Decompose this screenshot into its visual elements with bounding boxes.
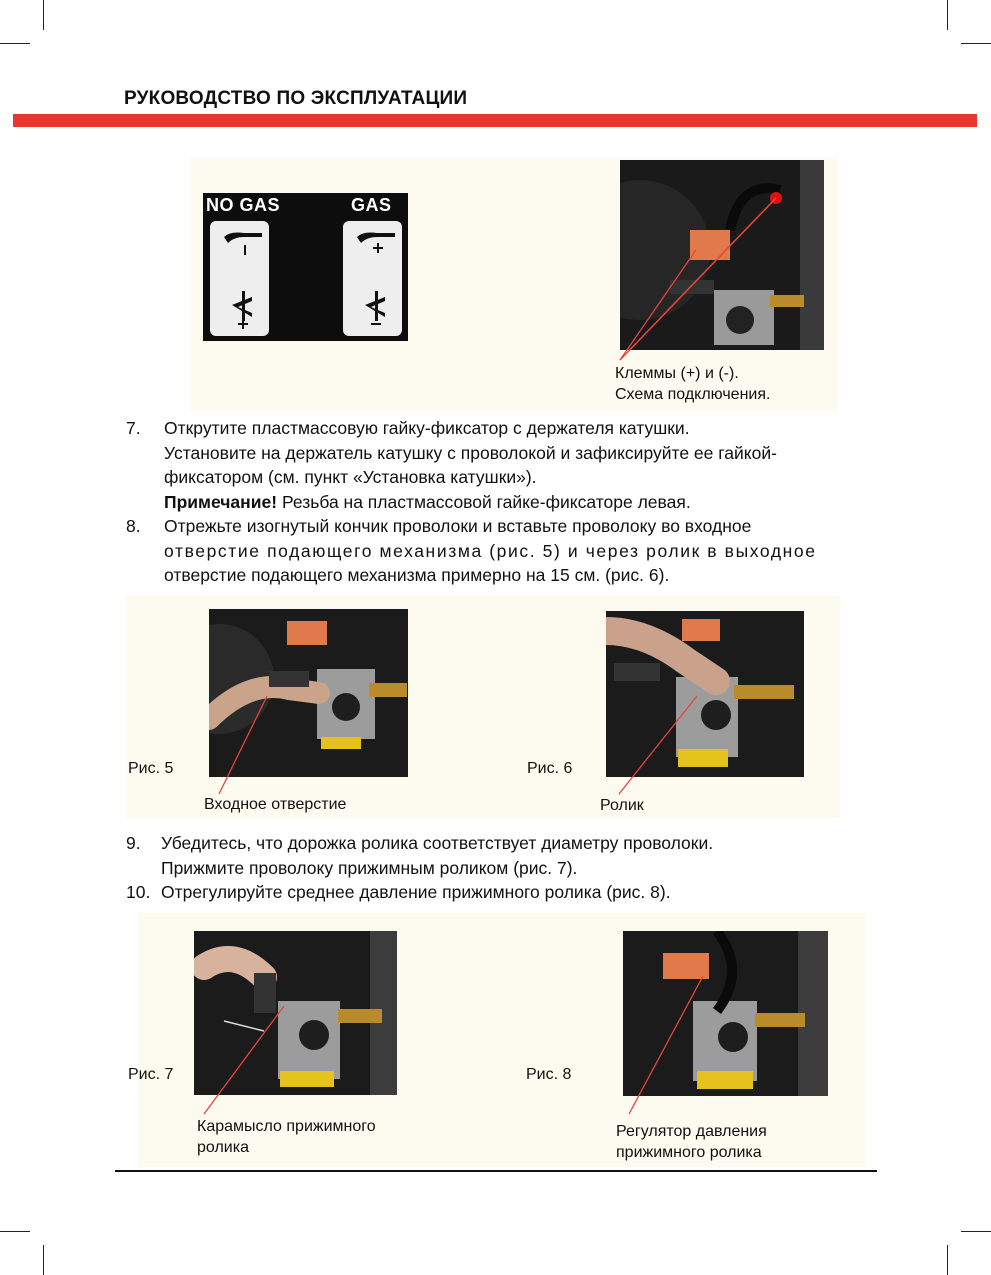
- step-text: отверстие подающего механизма (рис. 5) и через ролик в выходное: [164, 540, 817, 561]
- step-number: 7.: [126, 418, 141, 438]
- crop-mark: [961, 43, 991, 44]
- gas-connection-card: [343, 221, 402, 336]
- step-9: [126, 831, 886, 880]
- steps-9-10: [126, 831, 886, 905]
- fig5-caption: Входное отверстие: [204, 796, 347, 813]
- fig7-leader: [200, 1000, 290, 1120]
- step-10: [126, 880, 886, 905]
- step-text: Прижмите проволоку прижимным роликом (рис. 7).: [161, 857, 578, 878]
- crop-mark: [947, 0, 948, 30]
- crop-mark: [961, 1231, 991, 1232]
- step-text: Установите на держатель катушку с проволокой и зафиксируйте ее гайкой-: [164, 442, 777, 463]
- step-8: [126, 514, 886, 588]
- terminals-caption-line2: Схема подключения.: [615, 386, 771, 403]
- torch-icon: [224, 233, 262, 244]
- fig6-leader: [615, 690, 705, 800]
- gas-label: GAS: [351, 195, 392, 215]
- footer-divider: [115, 1170, 877, 1172]
- page-title: РУКОВОДСТВО ПО ЭКСПЛУАТАЦИИ: [124, 88, 468, 109]
- step-7: [126, 416, 886, 514]
- no-gas-label: NO GAS: [206, 195, 281, 215]
- step-number: 8.: [126, 516, 141, 536]
- minus-sign: [371, 323, 381, 325]
- step-note: [164, 490, 886, 515]
- fig7-caption: [197, 1116, 376, 1158]
- polarity-panel-image: [203, 193, 408, 341]
- step-number: 9.: [126, 833, 141, 853]
- note-label: Примечание!: [164, 491, 278, 512]
- fig5-label: Рис. 5: [128, 760, 174, 777]
- torch-icon: [357, 233, 395, 244]
- fig6-caption: Ролик: [600, 797, 644, 814]
- fig5-leader: [215, 690, 275, 800]
- fig7-caption-line2: ролика: [197, 1139, 249, 1156]
- step-text: Открутите пластмассовую гайку-фиксатор с держателя катушки.: [164, 418, 690, 438]
- no-gas-connection-card: [210, 221, 269, 336]
- fig6-label: Рис. 6: [527, 760, 573, 777]
- terminals-caption: [615, 363, 770, 405]
- step-text: Убедитесь, что дорожка ролика соответствует диаметру проволоки.: [161, 833, 714, 853]
- fig8-caption-line1: Регулятор давления: [616, 1123, 767, 1140]
- callout-leader: [600, 190, 800, 370]
- step-number: 10.: [126, 882, 151, 902]
- steps-7-8: [126, 416, 886, 588]
- terminals-caption-line1: Клеммы (+) и (-).: [615, 365, 739, 382]
- fig8-leader: [625, 970, 715, 1120]
- header-accent-bar: [13, 114, 977, 127]
- fig8-label: Рис. 8: [526, 1066, 572, 1083]
- crop-mark: [0, 43, 30, 44]
- crop-mark: [947, 1245, 948, 1275]
- step-text: отверстие подающего механизма примерно на 15 см. (рис. 6).: [164, 565, 670, 585]
- minus-sign: [244, 245, 246, 255]
- note-text: Резьба на пластмассовой гайке-фиксаторе левая.: [281, 491, 691, 512]
- step-text: фиксатором (см. пункт «Установка катушки»).: [164, 467, 537, 487]
- fig8-caption: [616, 1121, 767, 1163]
- crop-mark: [43, 0, 44, 30]
- fig8-caption-line2: прижимного ролика: [616, 1144, 762, 1161]
- step-text: Отрежьте изогнутый кончик проволоки и вставьте проволоку во входное: [164, 516, 752, 536]
- step-text: Отрегулируйте среднее давление прижимного ролика (рис. 8).: [161, 882, 671, 902]
- crop-mark: [0, 1231, 30, 1232]
- fig7-label: Рис. 7: [128, 1066, 174, 1083]
- fig7-caption-line1: Карамысло прижимного: [197, 1118, 376, 1135]
- crop-mark: [43, 1245, 44, 1275]
